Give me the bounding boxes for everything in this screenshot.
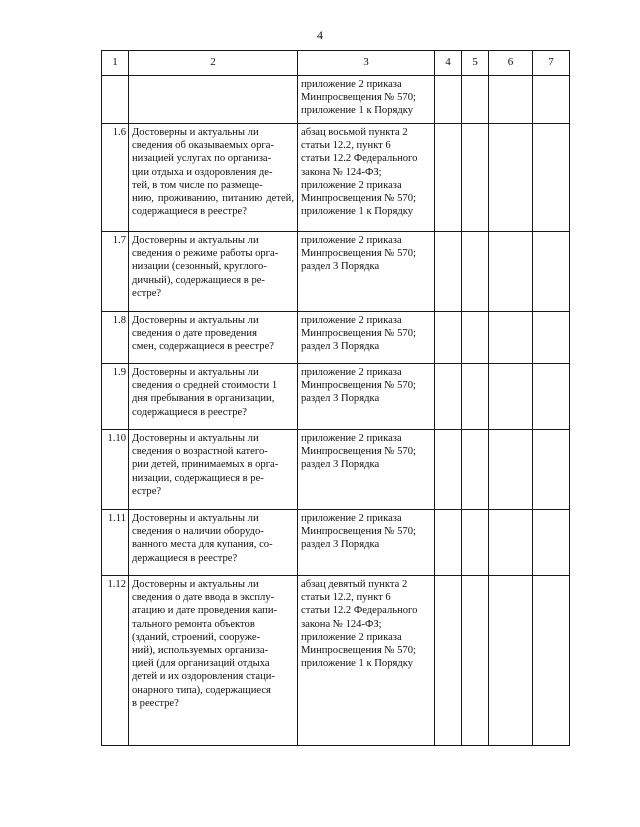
answer-cell-col-4 (435, 576, 462, 746)
legal-basis-line: закона № 124-ФЗ; (301, 166, 382, 178)
item-number: 1.8 (102, 312, 129, 364)
legal-basis-line: статьи 12.2 Федерального (301, 605, 418, 617)
question-line: низации (сезонный, круглого- (132, 261, 267, 273)
question-text (129, 124, 298, 232)
table-row (102, 364, 570, 430)
answer-cell-col-4 (435, 510, 462, 576)
question-line: сведения о наличии оборудо- (132, 526, 264, 538)
question-line: (зданий, строений, сооруже- (132, 631, 261, 643)
legal-basis (298, 76, 435, 124)
checklist-table (101, 50, 570, 746)
legal-basis-line: Минпросвещения № 570; (301, 526, 416, 538)
legal-basis-line: раздел 3 Порядка (301, 261, 380, 273)
answer-cell-col-6 (489, 510, 533, 576)
legal-basis-line: Минпросвещения № 570; (301, 328, 416, 340)
legal-basis-line: приложение 1 к Порядку (301, 658, 414, 670)
question-line: сведения об оказываемых орга- (132, 140, 274, 152)
column-header-1: 1 (102, 51, 129, 76)
question-line: содержащиеся в реестре? (132, 406, 247, 418)
legal-basis-line: приложение 2 приказа (301, 367, 402, 378)
legal-basis (298, 312, 435, 364)
answer-cell-col-6 (489, 232, 533, 312)
table-row (102, 76, 570, 124)
question-line: дичный), содержащиеся в ре- (132, 274, 265, 286)
question-line: естре? (132, 287, 162, 299)
answer-cell-col-7 (533, 76, 570, 124)
legal-basis-line: приложение 2 приказа (301, 513, 402, 524)
question-line: держащиеся в реестре? (132, 552, 238, 564)
question-line: сведения о режиме работы орга- (132, 248, 279, 260)
question-line: нию, проживанию, питанию детей, содержащиеся в реестре? (132, 193, 294, 218)
legal-basis-line: приложение 2 приказа (301, 631, 402, 643)
answer-cell-col-7 (533, 124, 570, 232)
answer-cell-col-5 (462, 76, 489, 124)
answer-cell-col-6 (489, 124, 533, 232)
question-line: сведения о средней стоимости 1 (132, 380, 278, 392)
question-line: детей и их оздоровления стаци- (132, 671, 275, 683)
table-row (102, 312, 570, 364)
legal-basis-line: приложение 2 приказа (301, 179, 402, 191)
column-header-2: 2 (129, 51, 298, 76)
answer-cell-col-7 (533, 510, 570, 576)
legal-basis-line: закона № 124-ФЗ; (301, 618, 382, 630)
legal-basis-line: раздел 3 Порядка (301, 459, 380, 471)
column-header-4: 4 (435, 51, 462, 76)
column-header-3: 3 (298, 51, 435, 76)
legal-basis-line: статьи 12.2, пункт 6 (301, 140, 391, 152)
legal-basis (298, 576, 435, 746)
item-number: 1.12 (102, 576, 129, 746)
answer-cell-col-4 (435, 76, 462, 124)
question-line: Достоверны и актуальны ли (132, 433, 259, 444)
answer-cell-col-5 (462, 576, 489, 746)
answer-cell-col-6 (489, 430, 533, 510)
page-number: 4 (317, 28, 323, 42)
answer-cell-col-7 (533, 232, 570, 312)
question-line: тального ремонта объектов (132, 618, 255, 630)
table-row (102, 232, 570, 312)
legal-basis-line: раздел 3 Порядка (301, 393, 380, 405)
question-line: цией (для организаций отдыха (132, 658, 270, 670)
legal-basis (298, 232, 435, 312)
legal-basis-line: статьи 12.2, пункт 6 (301, 592, 391, 604)
question-line: онарного типа), содержащиеся (132, 684, 271, 696)
answer-cell-col-5 (462, 430, 489, 510)
item-number: 1.9 (102, 364, 129, 430)
question-line: Достоверны и актуальны ли (132, 513, 259, 524)
question-line: Достоверны и актуальны ли (132, 235, 259, 246)
legal-basis-line: приложение 1 к Порядку (301, 206, 414, 218)
legal-basis-line: абзац восьмой пункта 2 (301, 127, 408, 138)
answer-cell-col-4 (435, 312, 462, 364)
legal-basis-line: приложение 1 к Порядку (301, 105, 414, 117)
item-number: 1.7 (102, 232, 129, 312)
answer-cell-col-6 (489, 312, 533, 364)
item-number: 1.10 (102, 430, 129, 510)
legal-basis-line: Минпросвещения № 570; (301, 380, 416, 392)
question-line: сведения о дате ввода в эксплу- (132, 592, 275, 604)
question-line: Достоверны и актуальны ли (132, 367, 259, 378)
legal-basis (298, 364, 435, 430)
legal-basis (298, 510, 435, 576)
legal-basis-line: Минпросвещения № 570; (301, 193, 416, 205)
question-text (129, 364, 298, 430)
column-header-5: 5 (462, 51, 489, 76)
question-line: тей, в том числе по размеще- (132, 179, 263, 191)
legal-basis-line: абзац девятый пункта 2 (301, 579, 408, 590)
answer-cell-col-4 (435, 232, 462, 312)
legal-basis-line: приложение 2 приказа (301, 235, 402, 246)
table-row (102, 510, 570, 576)
legal-basis-line: статьи 12.2 Федерального (301, 153, 418, 165)
item-number: 1.6 (102, 124, 129, 232)
item-number (102, 76, 129, 124)
question-line: Достоверны и актуальны ли (132, 579, 259, 590)
question-text (129, 510, 298, 576)
table-body (102, 76, 570, 746)
answer-cell-col-5 (462, 510, 489, 576)
question-line: ванного места для купания, со- (132, 539, 273, 551)
answer-cell-col-6 (489, 576, 533, 746)
answer-cell-col-7 (533, 364, 570, 430)
legal-basis-line: приложение 2 приказа (301, 79, 402, 90)
question-line: в реестре? (132, 697, 179, 709)
question-line: рии детей, принимаемых в орга- (132, 459, 279, 471)
question-text (129, 76, 298, 124)
legal-basis-line: Минпросвещения № 570; (301, 248, 416, 260)
table-row (102, 576, 570, 746)
answer-cell-col-7 (533, 576, 570, 746)
legal-basis-line: раздел 3 Порядка (301, 539, 380, 551)
question-text (129, 576, 298, 746)
question-line: атацию и дате проведения капи- (132, 605, 278, 617)
answer-cell-col-4 (435, 364, 462, 430)
answer-cell-col-4 (435, 430, 462, 510)
legal-basis-line: Минпросвещения № 570; (301, 645, 416, 657)
answer-cell-col-5 (462, 364, 489, 430)
answer-cell-col-6 (489, 364, 533, 430)
question-line: сведения о возрастной катего- (132, 446, 268, 458)
question-line: сведения о дате проведения (132, 328, 257, 340)
legal-basis-line: раздел 3 Порядка (301, 341, 380, 353)
answer-cell-col-5 (462, 124, 489, 232)
question-text (129, 430, 298, 510)
question-line: ции отдыха и оздоровления де- (132, 166, 273, 178)
answer-cell-col-7 (533, 312, 570, 364)
question-line: низации, содержащиеся в ре- (132, 472, 264, 484)
legal-basis (298, 124, 435, 232)
answer-cell-col-5 (462, 312, 489, 364)
answer-cell-col-7 (533, 430, 570, 510)
question-line: Достоверны и актуальны ли (132, 127, 259, 138)
column-header-7: 7 (533, 51, 570, 76)
table-row (102, 430, 570, 510)
legal-basis (298, 430, 435, 510)
question-text (129, 232, 298, 312)
header-row (102, 51, 570, 76)
column-header-6: 6 (489, 51, 533, 76)
question-line: смен, содержащиеся в реестре? (132, 341, 274, 353)
legal-basis-line: приложение 2 приказа (301, 315, 402, 326)
question-line: дня пребывания в организации, (132, 393, 275, 405)
question-text (129, 312, 298, 364)
question-line: низацией услугах по организа- (132, 153, 272, 165)
answer-cell-col-6 (489, 76, 533, 124)
question-line: естре? (132, 485, 162, 497)
question-line: ний), используемых организа- (132, 645, 269, 657)
legal-basis-line: Минпросвещения № 570; (301, 92, 416, 104)
legal-basis-line: приложение 2 приказа (301, 433, 402, 444)
answer-cell-col-4 (435, 124, 462, 232)
legal-basis-line: Минпросвещения № 570; (301, 446, 416, 458)
table-row (102, 124, 570, 232)
answer-cell-col-5 (462, 232, 489, 312)
item-number: 1.11 (102, 510, 129, 576)
question-line: Достоверны и актуальны ли (132, 315, 259, 326)
